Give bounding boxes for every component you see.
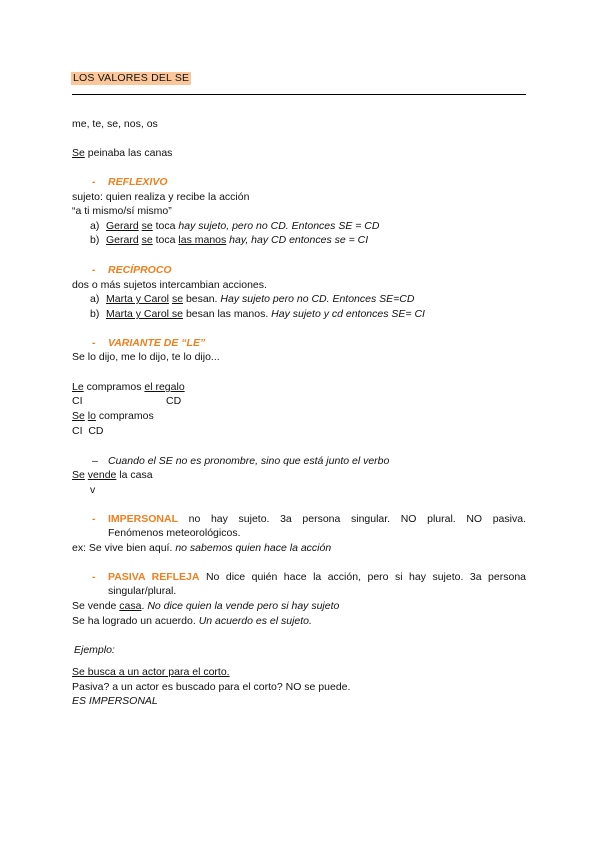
reflexivo-heading bbox=[92, 176, 168, 189]
variante-example2-labels: CI CD bbox=[72, 425, 104, 437]
verb: compramos bbox=[83, 381, 145, 393]
impersonal-title: IMPERSONAL bbox=[108, 513, 179, 525]
reciproco-item-a bbox=[90, 293, 414, 306]
ejemplo-label: Ejemplo: bbox=[74, 644, 115, 656]
verb: besan. bbox=[183, 293, 221, 305]
pasiva-bullet-wrap bbox=[92, 571, 108, 584]
pre: Se vende bbox=[72, 600, 120, 612]
impersonal-text: no hay sujeto. 3a persona singular. NO plural. NO pasiva. bbox=[178, 513, 526, 525]
pronoun-list: me, te, se, nos, os bbox=[72, 118, 158, 130]
example-se: Se bbox=[72, 147, 85, 159]
subject: Gerard bbox=[106, 234, 139, 246]
reciproco-bullet: - bbox=[92, 264, 96, 276]
impersonal-bullet-wrap bbox=[92, 513, 108, 526]
verb: toca bbox=[152, 234, 179, 246]
note: Hay sujeto y cd entonces SE= CI bbox=[271, 308, 425, 320]
reflexivo-item-a bbox=[90, 220, 379, 233]
object: el regalo bbox=[144, 381, 185, 393]
label-cd: CD bbox=[166, 395, 182, 407]
pronoun-lo: lo bbox=[87, 410, 96, 422]
pronoun-se: Se bbox=[72, 410, 85, 422]
cuando-note bbox=[92, 455, 389, 468]
pronoun-le: Le bbox=[72, 381, 84, 393]
pasiva-title: PASIVA REFLEJA bbox=[108, 571, 200, 583]
reflexivo-bullet: - bbox=[92, 176, 96, 188]
reciproco-title: RECÍPROCO bbox=[108, 264, 172, 276]
example-text: ex: Se vive bien aquí. bbox=[72, 542, 173, 554]
reflexivo-def2: “a ti mismo/sí mismo” bbox=[72, 205, 172, 217]
variante-line: Se lo dijo, me lo dijo, te lo dijo... bbox=[72, 351, 220, 363]
label-ci: CI bbox=[72, 395, 83, 407]
verb-vende: vende bbox=[87, 469, 117, 481]
variante-heading bbox=[92, 337, 205, 350]
pasiva-text: No dice quién hace la acción, pero si hay sujeto. 3a persona bbox=[199, 571, 527, 583]
impersonal-line2: Fenómenos meteorológicos. bbox=[108, 527, 241, 539]
pasiva-line1 bbox=[108, 571, 526, 584]
pronoun-se: se bbox=[141, 220, 153, 232]
note: hay, hay CD entonces se = CI bbox=[226, 234, 369, 246]
object: las manos bbox=[178, 234, 227, 246]
ejemplo-line1: Se busca a un actor para el corto. bbox=[72, 666, 230, 678]
note: Un acuerdo es el sujeto. bbox=[198, 615, 312, 627]
subject: Marta y Carol bbox=[106, 293, 170, 305]
example-note: no sabemos quien hace la acción bbox=[172, 542, 332, 554]
pasiva-line2: singular/plural. bbox=[108, 585, 177, 597]
verb: besan las manos. bbox=[183, 308, 272, 320]
item-marker: a) bbox=[90, 220, 100, 232]
se-vende-example bbox=[72, 469, 153, 482]
variante-example2 bbox=[72, 410, 154, 423]
ejemplo-line2: Pasiva? a un actor es buscado para el corto? NO se puede. bbox=[72, 681, 351, 693]
variante-title: VARIANTE DE “LE” bbox=[108, 337, 206, 349]
impersonal-bullet: - bbox=[92, 513, 96, 525]
title-underline bbox=[72, 94, 526, 95]
pronoun-se: Se bbox=[72, 469, 85, 481]
note: No dice quien la vende pero si hay sujeto bbox=[144, 600, 340, 612]
pronoun-se: se bbox=[141, 234, 153, 246]
object-casa: casa bbox=[119, 600, 142, 612]
item-marker: a) bbox=[90, 293, 100, 305]
impersonal-example bbox=[72, 542, 331, 555]
variante-bullet: - bbox=[92, 337, 96, 349]
reciproco-item-b bbox=[90, 308, 425, 321]
rest: la casa bbox=[116, 469, 153, 481]
example-peinaba bbox=[72, 147, 172, 160]
impersonal-line1 bbox=[108, 513, 526, 526]
subject: Gerard bbox=[106, 220, 139, 232]
pasiva-example1 bbox=[72, 600, 339, 613]
pre: Se ha logrado un acuerdo. bbox=[72, 615, 199, 627]
cuando-text: Cuando el SE no es pronombre, sino que está junto el verbo bbox=[108, 455, 390, 467]
ejemplo-line3: ES IMPERSONAL bbox=[72, 695, 158, 707]
reflexivo-def1: sujeto: quien realiza y recibe la acción bbox=[72, 191, 250, 203]
variante-example1 bbox=[72, 381, 185, 394]
item-marker: b) bbox=[90, 234, 100, 246]
subject: Marta y Carol se bbox=[106, 308, 184, 320]
verb: compramos bbox=[95, 410, 154, 422]
reflexivo-item-b bbox=[90, 234, 368, 247]
reflexivo-title: REFLEXIVO bbox=[108, 176, 168, 188]
pasiva-bullet: - bbox=[92, 571, 96, 583]
cuando-bullet: – bbox=[92, 455, 98, 467]
pronoun-se: se bbox=[171, 293, 184, 305]
note: Hay sujeto pero no CD. Entonces SE=CD bbox=[220, 293, 415, 305]
page-title: LOS VALORES DEL SE bbox=[73, 72, 190, 84]
pasiva-example2 bbox=[72, 615, 312, 628]
reciproco-def: dos o más sujetos intercambian acciones. bbox=[72, 279, 267, 291]
note: hay sujeto, pero no CD. Entonces SE = CD bbox=[178, 220, 380, 232]
dot: . bbox=[141, 600, 145, 612]
verb-label: v bbox=[90, 484, 96, 496]
item-marker: b) bbox=[90, 308, 100, 320]
reciproco-heading bbox=[92, 264, 172, 277]
example-rest: peinaba las canas bbox=[84, 147, 173, 159]
verb: toca bbox=[152, 220, 179, 232]
